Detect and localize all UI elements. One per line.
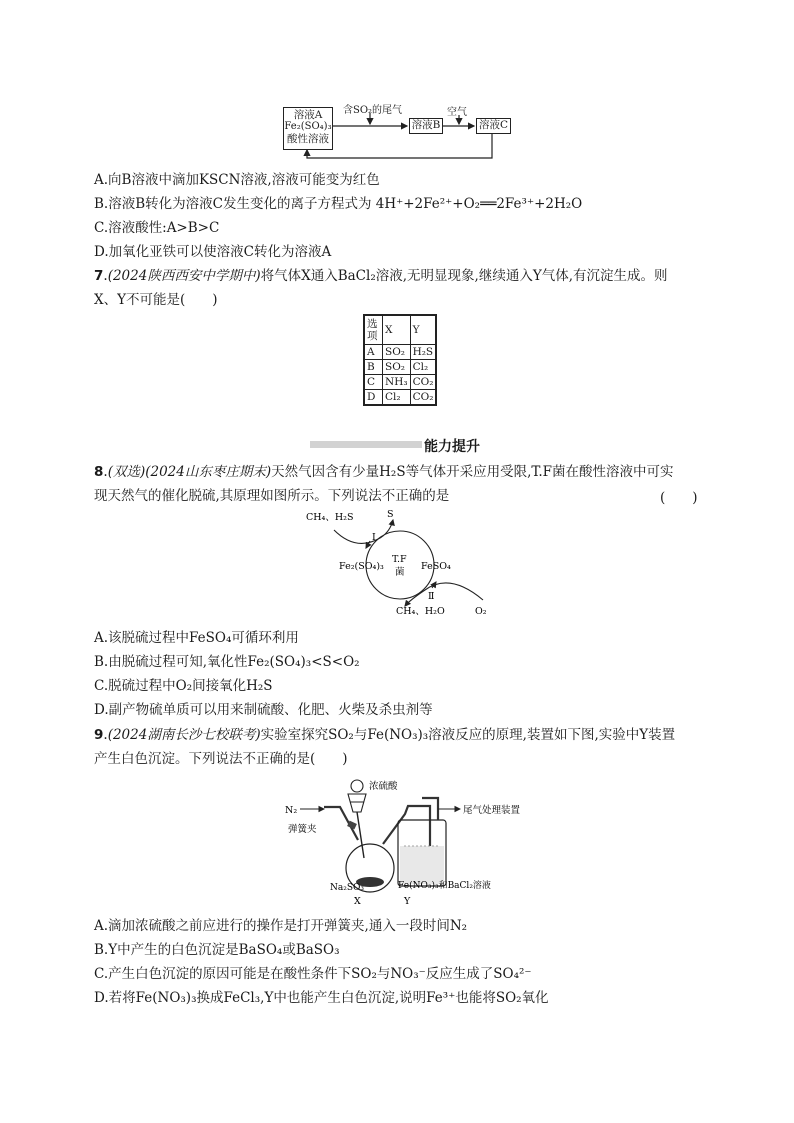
cycle-right: FeSO₄ — [421, 561, 451, 572]
cycle-left: Fe₂(SO₄)₃ — [339, 561, 384, 572]
flow-box-a-line3: 酸性溶液 — [287, 133, 329, 145]
table-cell: NH₃ — [383, 375, 411, 390]
q8-text-1: 天然气因含有少量H₂S等气体开采应用受限,T.F菌在酸性溶液中可实 — [271, 464, 674, 480]
flow-box-a-line2: Fe₂(SO₄)₃ — [284, 121, 332, 132]
q7-stem-line1: 7.(2024陕西西安中学期中)将气体X通入BaCl₂溶液,无明显现象,继续通入Y气体,有沉淀生成。则 — [94, 268, 668, 284]
q8-option-a: A.该脱硫过程中FeSO₄可循环利用 — [94, 630, 299, 646]
table-row — [364, 315, 436, 345]
q9-option-b: B.Y中产生的白色沉淀是BaSO₄或BaSO₃ — [94, 942, 340, 958]
cycle-center-1: T.F — [392, 554, 407, 565]
table-header-cell: 选项 — [364, 315, 383, 345]
q6-option-d: D.加氧化亚铁可以使溶液C转化为溶液A — [94, 244, 332, 260]
q9-stem-line2: 产生白色沉淀。下列说法不正确的是( ) — [94, 751, 348, 767]
section-title: 能力提升 — [424, 439, 480, 455]
table-row — [364, 345, 436, 360]
flow-box-b: 溶液B — [409, 118, 443, 134]
q6-option-a: A.向B溶液中滴加KSCN溶液,溶液可能变为红色 — [94, 172, 380, 188]
flow-label-air: 空气 — [447, 107, 467, 118]
cycle-in-top: CH₄、H₂S — [306, 512, 354, 523]
table-row — [364, 390, 436, 406]
q8-stem-line2: 现天然气的催化脱硫,其原理如图所示。下列说法不正确的是 — [94, 488, 450, 504]
apparatus-solution: Fe(NO₃)₃和BaCl₂溶液 — [398, 881, 491, 891]
q8-stem-line1: 8.(双选)(2024山东枣庄期末)天然气因含有少量H₂S等气体开采应用受限,T.F菌在酸性溶液中可实 — [94, 464, 674, 480]
flow-label-tail-gas: 含SO₂的尾气 — [343, 105, 403, 116]
flow-arrows — [0, 0, 794, 170]
q9-stem-line1: 9.(2024湖南长沙七校联考)实验室探究SO₂与Fe(NO₃)₃溶液反应的原理,装置如下图,实验中Y装置 — [94, 727, 676, 743]
q8-option-c: C.脱硫过程中O₂间接氧化H₂S — [94, 678, 273, 694]
table-cell: CO₂ — [410, 375, 436, 390]
q8-answer-paren: ( ) — [660, 490, 698, 506]
q9-text-1: 实验室探究SO₂与Fe(NO₃)₃溶液反应的原理,装置如下图,实验中Y装置 — [260, 727, 676, 743]
q6-option-b: B.溶液B转化为溶液C发生变化的离子方程式为 4H⁺+2Fe²⁺+O₂══2Fe³⁺+2H₂O — [94, 196, 583, 212]
q8-cycle-diagram — [290, 508, 510, 620]
q7-source: (2024陕西西安中学期中) — [107, 268, 261, 284]
cycle-center-2: 菌 — [395, 567, 405, 578]
cycle-in-bottom: O₂ — [475, 606, 487, 617]
q6-option-c: C.溶液酸性:A>B>C — [94, 220, 220, 236]
table-cell: SO₂ — [383, 345, 411, 360]
q8-option-d: D.副产物硫单质可以用来制硫酸、化肥、火柴及杀虫剂等 — [94, 702, 433, 718]
table-cell: SO₂ — [383, 360, 411, 375]
apparatus-y: Y — [404, 896, 411, 907]
table-row — [364, 360, 436, 375]
table-cell: C — [364, 375, 383, 390]
q7-number: 7 — [94, 268, 104, 284]
q8-source: (双选)(2024山东枣庄期末) — [107, 464, 272, 480]
table-cell: H₂S — [410, 345, 436, 360]
cycle-roman-1: Ⅰ — [372, 532, 376, 543]
q8-option-b: B.由脱硫过程可知,氧化性Fe₂(SO₄)₃<S<O₂ — [94, 654, 360, 670]
table-cell: Cl₂ — [383, 390, 411, 406]
q7-options-table — [363, 314, 437, 406]
apparatus-tail: 尾气处理装置 — [463, 805, 520, 816]
q7-text-1: 将气体X通入BaCl₂溶液,无明显现象,继续通入Y气体,有沉淀生成。则 — [260, 268, 668, 284]
table-header-cell: X — [383, 315, 411, 345]
q9-option-d: D.若将Fe(NO₃)₃换成FeCl₃,Y中也能产生白色沉淀,说明Fe³⁺也能将SO₂氧化 — [94, 990, 549, 1006]
flow-box-c: 溶液C — [476, 118, 511, 134]
table-cell: CO₂ — [410, 390, 436, 406]
apparatus-n2: N₂ — [285, 805, 298, 816]
apparatus-na2so3: Na₂SO₃ — [330, 883, 365, 893]
table-cell: D — [364, 390, 383, 406]
cycle-out-top: S — [387, 509, 394, 520]
cycle-roman-2: Ⅱ — [428, 591, 435, 602]
apparatus-clamp: 弹簧夹 — [288, 824, 317, 835]
q9-option-c: C.产生白色沉淀的原因可能是在酸性条件下SO₂与NO₃⁻反应生成了SO₄²⁻ — [94, 966, 532, 982]
flow-box-a-line1: 溶液A — [293, 109, 323, 121]
q9-apparatus-diagram — [280, 776, 520, 910]
table-cell: A — [364, 345, 383, 360]
table-cell: B — [364, 360, 383, 375]
table-row — [364, 375, 436, 390]
q7-stem-line2: X、Y不可能是( ) — [94, 292, 218, 308]
q9-option-a: A.滴加浓硫酸之前应进行的操作是打开弹簧夹,通入一段时间N₂ — [94, 918, 468, 934]
cycle-out-bottom: CH₄、H₂O — [396, 606, 445, 617]
q8-number: 8 — [94, 464, 104, 480]
apparatus-x: X — [354, 896, 361, 907]
table-header-cell: Y — [410, 315, 436, 345]
q9-source: (2024湖南长沙七校联考) — [107, 727, 261, 743]
table-cell: Cl₂ — [410, 360, 436, 375]
section-divider-bar — [310, 441, 422, 448]
q9-number: 9 — [94, 727, 104, 743]
apparatus-acid: 浓硫酸 — [369, 781, 398, 792]
